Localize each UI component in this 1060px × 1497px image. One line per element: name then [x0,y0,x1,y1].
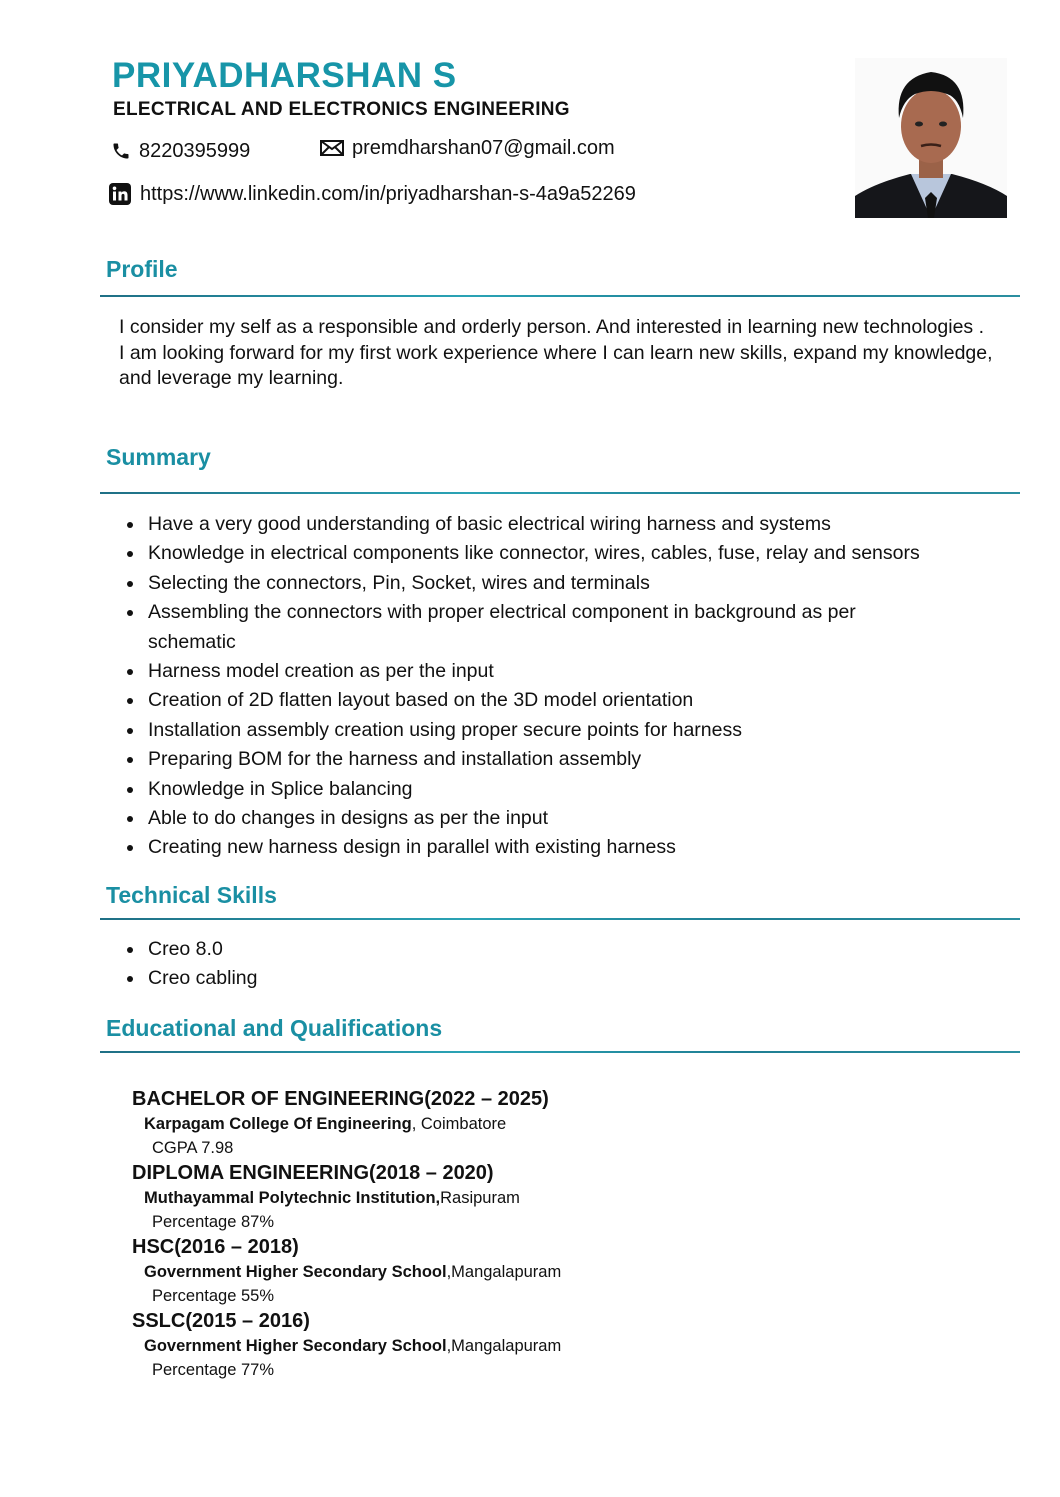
summary-item: Have a very good understanding of basic electrical wiring harness and systems [124,510,1014,539]
institution-location: ,Mangalapuram [446,1337,562,1355]
skill-item: Creo 8.0 [124,935,257,964]
summary-item: Knowledge in Splice balancing [124,775,1014,804]
summary-list [124,510,1014,863]
section-title-profile: Profile [106,256,178,282]
profile-text [119,315,999,392]
profile-photo [855,58,1007,218]
profile-line: I am looking forward for my first work experience where I can learn new skills, expand my knowledge, and leverage my learning. [119,341,993,389]
envelope-icon [320,139,344,157]
summary-item: Assembling the connectors with proper electrical component in background as per schematic [124,598,948,657]
degree-title: DIPLOMA ENGINEERING(2018 – 2020) [132,1162,494,1184]
summary-item: Able to do changes in designs as per the input [124,804,1014,833]
section-divider [100,295,1020,297]
email-contact[interactable] [320,135,615,161]
summary-item: Creation of 2D flatten layout based on the 3D model orientation [124,686,1014,715]
degree-title: SSLC(2015 – 2016) [132,1310,310,1332]
summary-item: Harness model creation as per the input [124,657,1014,686]
summary-item: Preparing BOM for the harness and installation assembly [124,745,1014,774]
education-entry [132,1086,561,1160]
education-score: CGPA 7.98 [152,1139,234,1157]
institution [132,1113,561,1136]
institution-name: Government Higher Secondary School [144,1337,447,1355]
skills-list [124,935,257,994]
degree-title: BACHELOR OF ENGINEERING(2022 – 2025) [132,1088,549,1110]
education-entry [132,1160,561,1234]
linkedin-contact[interactable] [108,181,636,207]
education-list [132,1086,561,1382]
phone-icon [111,141,131,161]
institution [132,1187,561,1210]
linkedin-url[interactable]: https://www.linkedin.com/in/priyadharshan-s-4a9a52269 [140,183,636,205]
skill-item: Creo cabling [124,964,257,993]
degree-title: HSC(2016 – 2018) [132,1236,299,1258]
section-title-education: Educational and Qualifications [106,1015,443,1041]
education-score: Percentage 55% [152,1287,275,1305]
section-divider [100,918,1020,920]
email-address[interactable]: premdharshan07@gmail.com [352,137,615,159]
section-divider [100,492,1020,494]
candidate-name: PRIYADHARSHAN S [112,56,457,95]
institution-location: ,Mangalapuram [446,1263,562,1281]
education-entry [132,1234,561,1308]
phone-number: 8220395999 [139,140,251,162]
summary-item: Selecting the connectors, Pin, Socket, wires and terminals [124,569,1014,598]
education-entry [132,1308,561,1382]
institution-name: Karpagam College Of Engineering [144,1115,412,1133]
institution [132,1261,561,1284]
institution-location: , Coimbatore [411,1115,507,1133]
institution-name: Muthayammal Polytechnic Institution, [144,1189,441,1207]
section-title-summary: Summary [106,444,211,470]
section-title-skills: Technical Skills [106,882,277,908]
summary-item: Creating new harness design in parallel with existing harness [124,833,1014,862]
institution-location: Rasipuram [440,1189,520,1207]
summary-item: Knowledge in electrical components like connector, wires, cables, fuse, relay and sensors [124,539,1014,568]
education-score: Percentage 77% [152,1361,275,1379]
summary-item: Installation assembly creation using proper secure points for harness [124,716,1014,745]
institution [132,1335,561,1358]
profile-line: I consider my self as a responsible and orderly person. And interested in learning new technologies . [119,316,984,338]
education-score: Percentage 87% [152,1213,275,1231]
section-divider [100,1051,1020,1053]
candidate-discipline: ELECTRICAL AND ELECTRONICS ENGINEERING [113,99,570,120]
phone-contact [111,138,250,164]
linkedin-icon [108,182,132,206]
institution-name: Government Higher Secondary School [144,1263,447,1281]
